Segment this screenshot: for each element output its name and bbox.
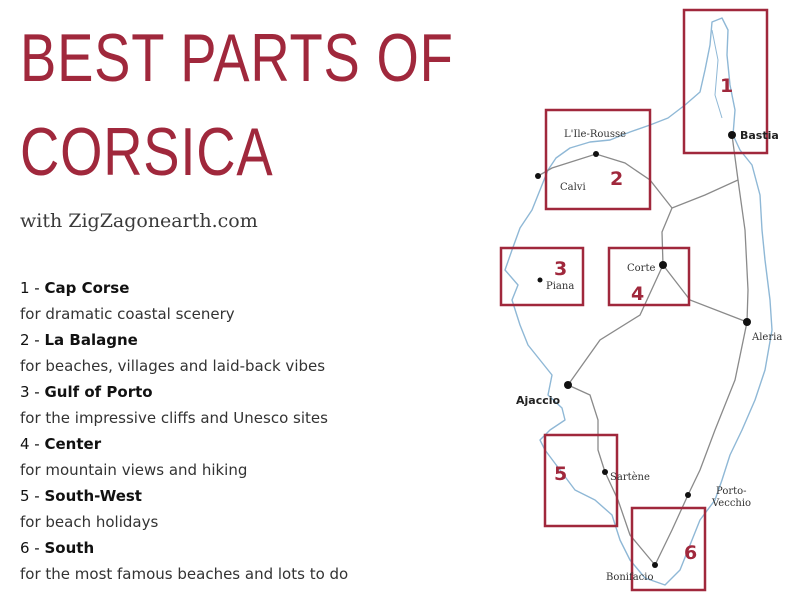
town-dot-ile-rousse [593, 151, 599, 157]
label-porto-vecchio-line-2: Vecchio [712, 498, 752, 509]
legend-item-cap-corse [20, 278, 460, 324]
label-ile-rousse: L'Ile-Rousse [564, 129, 627, 140]
legend-item-la-balagne [20, 330, 460, 376]
label-ajaccio: Ajaccio [516, 394, 561, 407]
legend-description: for beaches, villages and laid-back vibes [20, 357, 326, 375]
region-number-1: 1 [720, 75, 734, 97]
legend-item-gulf-of-porto [20, 382, 460, 428]
legend-item-center [20, 434, 460, 480]
cap-corse-inner-line [712, 30, 722, 118]
region-number-4: 4 [631, 283, 645, 305]
region-number-6: 6 [684, 542, 698, 564]
region-legend [20, 278, 460, 590]
legend-name: Center [44, 435, 102, 453]
legend-description: for beach holidays [20, 513, 159, 531]
town-dot-aleria [743, 318, 751, 326]
region-number-2: 2 [610, 168, 624, 190]
label-aleria: Aleria [752, 332, 783, 343]
legend-number: 5 - [20, 487, 45, 505]
label-porto-vecchio-line-1: Porto- [716, 486, 747, 497]
label-corte: Corte [627, 263, 656, 274]
legend-description: for dramatic coastal scenery [20, 305, 235, 323]
label-sartene: Sartène [610, 472, 650, 483]
region-number-5: 5 [554, 463, 568, 485]
legend-item-south-west [20, 486, 460, 532]
legend-number: 6 - [20, 539, 45, 557]
subtitle: with ZigZagonearth.com [20, 210, 258, 232]
legend-number: 2 - [20, 331, 45, 349]
road-corte-aleria [663, 265, 747, 322]
label-piana: Piana [546, 281, 575, 292]
town-dot-bonifacio [652, 562, 658, 568]
road-bastia-corte [662, 135, 738, 265]
legend-name: La Balagne [44, 331, 138, 349]
legend-description: for the most famous beaches and lots to do [20, 565, 349, 583]
region-number-3: 3 [554, 258, 568, 280]
town-dot-calvi [535, 173, 541, 179]
town-dot-sartene [602, 469, 608, 475]
label-calvi: Calvi [560, 182, 586, 193]
town-dot-bastia [728, 131, 736, 139]
label-bastia: Bastia [740, 129, 779, 142]
road-east-coast [688, 180, 748, 495]
town-dot-piana [538, 278, 543, 283]
road-ajaccio-sartene [568, 385, 605, 472]
title-line-2: CORSICA [20, 114, 274, 190]
legend-name: South [44, 539, 95, 557]
region-box-2 [546, 110, 650, 209]
title-line-1: BEST PARTS OF [20, 20, 454, 96]
legend-number: 1 - [20, 279, 45, 297]
legend-number: 4 - [20, 435, 45, 453]
legend-name: Cap Corse [44, 279, 130, 297]
legend-description: for mountain views and hiking [20, 461, 248, 479]
legend-name: Gulf of Porto [44, 383, 153, 401]
legend-item-south [20, 538, 460, 584]
town-dot-corte [659, 261, 667, 269]
label-bonifacio: Bonifacio [606, 572, 654, 583]
legend-description: for the impressive cliffs and Unesco sites [20, 409, 328, 427]
town-dot-porto-vecchio [685, 492, 691, 498]
corsica-map [480, 0, 800, 600]
legend-number: 3 - [20, 383, 45, 401]
legend-name: South-West [44, 487, 142, 505]
road-ile-rousse-corte [538, 154, 672, 208]
town-dot-ajaccio [564, 381, 572, 389]
